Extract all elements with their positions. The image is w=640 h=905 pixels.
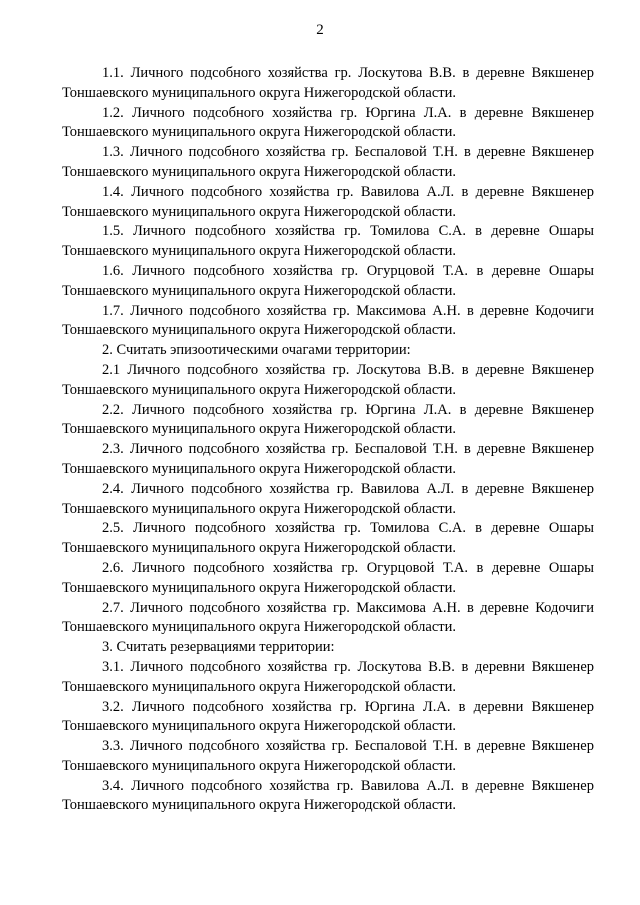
paragraph-3-3: 3.3. Личного подсобного хозяйства гр. Беспаловой Т.Н. в деревне Вякшенер Тоншаевского муниципального округа Нижегородской области.	[62, 738, 594, 774]
section-2-heading: 2. Считать эпизоотическими очагами территории:	[102, 342, 411, 359]
paragraph-1-2: 1.2. Личного подсобного хозяйства гр. Юргина Л.А. в деревне Вякшенер Тоншаевского муниципального округа Нижегородской области.	[62, 104, 594, 141]
paragraph-2-6: 2.6. Личного подсобного хозяйства гр. Огурцовой Т.А. в деревне Ошары Тоншаевского муниципального округа Нижегородской области.	[62, 559, 594, 596]
document-body	[62, 64, 594, 816]
paragraph-2-7: 2.7. Личного подсобного хозяйства гр. Максимова А.Н. в деревне Кодочиги Тоншаевского муниципального округа Нижегородской области.	[62, 599, 594, 636]
paragraph-3-4: 3.4. Личного подсобного хозяйства гр. Вавилова А.Л. в деревне Вякшенер Тоншаевского муниципального округа Нижегородской области.	[62, 777, 594, 814]
paragraph-2-2: 2.2. Личного подсобного хозяйства гр. Юргина Л.А. в деревне Вякшенер Тоншаевского муниципального округа Нижегородской области.	[62, 401, 594, 438]
paragraph-2-1: 2.1 Личного подсобного хозяйства гр. Лоскутова В.В. в деревне Вякшенер Тоншаевского муниципального округа Нижегородской области.	[62, 361, 594, 398]
section-3-heading: 3. Считать резервациями территории:	[102, 639, 335, 656]
paragraph-1-7: 1.7. Личного подсобного хозяйства гр. Максимова А.Н. в деревне Кодочиги Тоншаевского муниципального округа Нижегородской области.	[62, 302, 594, 339]
paragraph-3-2: 3.2. Личного подсобного хозяйства гр. Юргина Л.А. в деревни Вякшенер Тоншаевского муниципального округа Нижегородской области.	[62, 698, 594, 735]
paragraph-1-4: 1.4. Личного подсобного хозяйства гр. Вавилова А.Л. в деревне Вякшенер Тоншаевского муниципального округа Нижегородской области.	[62, 183, 594, 220]
paragraph-1-6: 1.6. Личного подсобного хозяйства гр. Огурцовой Т.А. в деревне Ошары Тоншаевского муниципального округа Нижегородской области.	[62, 262, 594, 299]
paragraph-1-3: 1.3. Личного подсобного хозяйства гр. Беспаловой Т.Н. в деревне Вякшенер Тоншаевского муниципального округа Нижегородской области.	[62, 144, 594, 180]
paragraph-1-5: 1.5. Личного подсобного хозяйства гр. Томилова С.А. в деревне Ошары Тоншаевского муниципального округа Нижегородской области.	[62, 223, 594, 260]
paragraph-2-4: 2.4. Личного подсобного хозяйства гр. Вавилова А.Л. в деревне Вякшенер Тоншаевского муниципального округа Нижегородской области.	[62, 480, 594, 517]
paragraph-3-1: 3.1. Личного подсобного хозяйства гр. Лоскутова В.В. в деревни Вякшенер Тоншаевского муниципального округа Нижегородской области.	[62, 658, 594, 695]
page-number: 2	[316, 22, 324, 38]
paragraph-2-5: 2.5. Личного подсобного хозяйства гр. Томилова С.А. в деревне Ошары Тоншаевского муниципального округа Нижегородской области.	[62, 520, 594, 557]
paragraph-2-3: 2.3. Личного подсобного хозяйства гр. Беспаловой Т.Н. в деревне Вякшенер Тоншаевского муниципального округа Нижегородской области.	[62, 441, 594, 477]
paragraph-1-1: 1.1. Личного подсобного хозяйства гр. Лоскутова В.В. в деревне Вякшенер Тоншаевского муниципального округа Нижегородской области.	[62, 65, 594, 101]
